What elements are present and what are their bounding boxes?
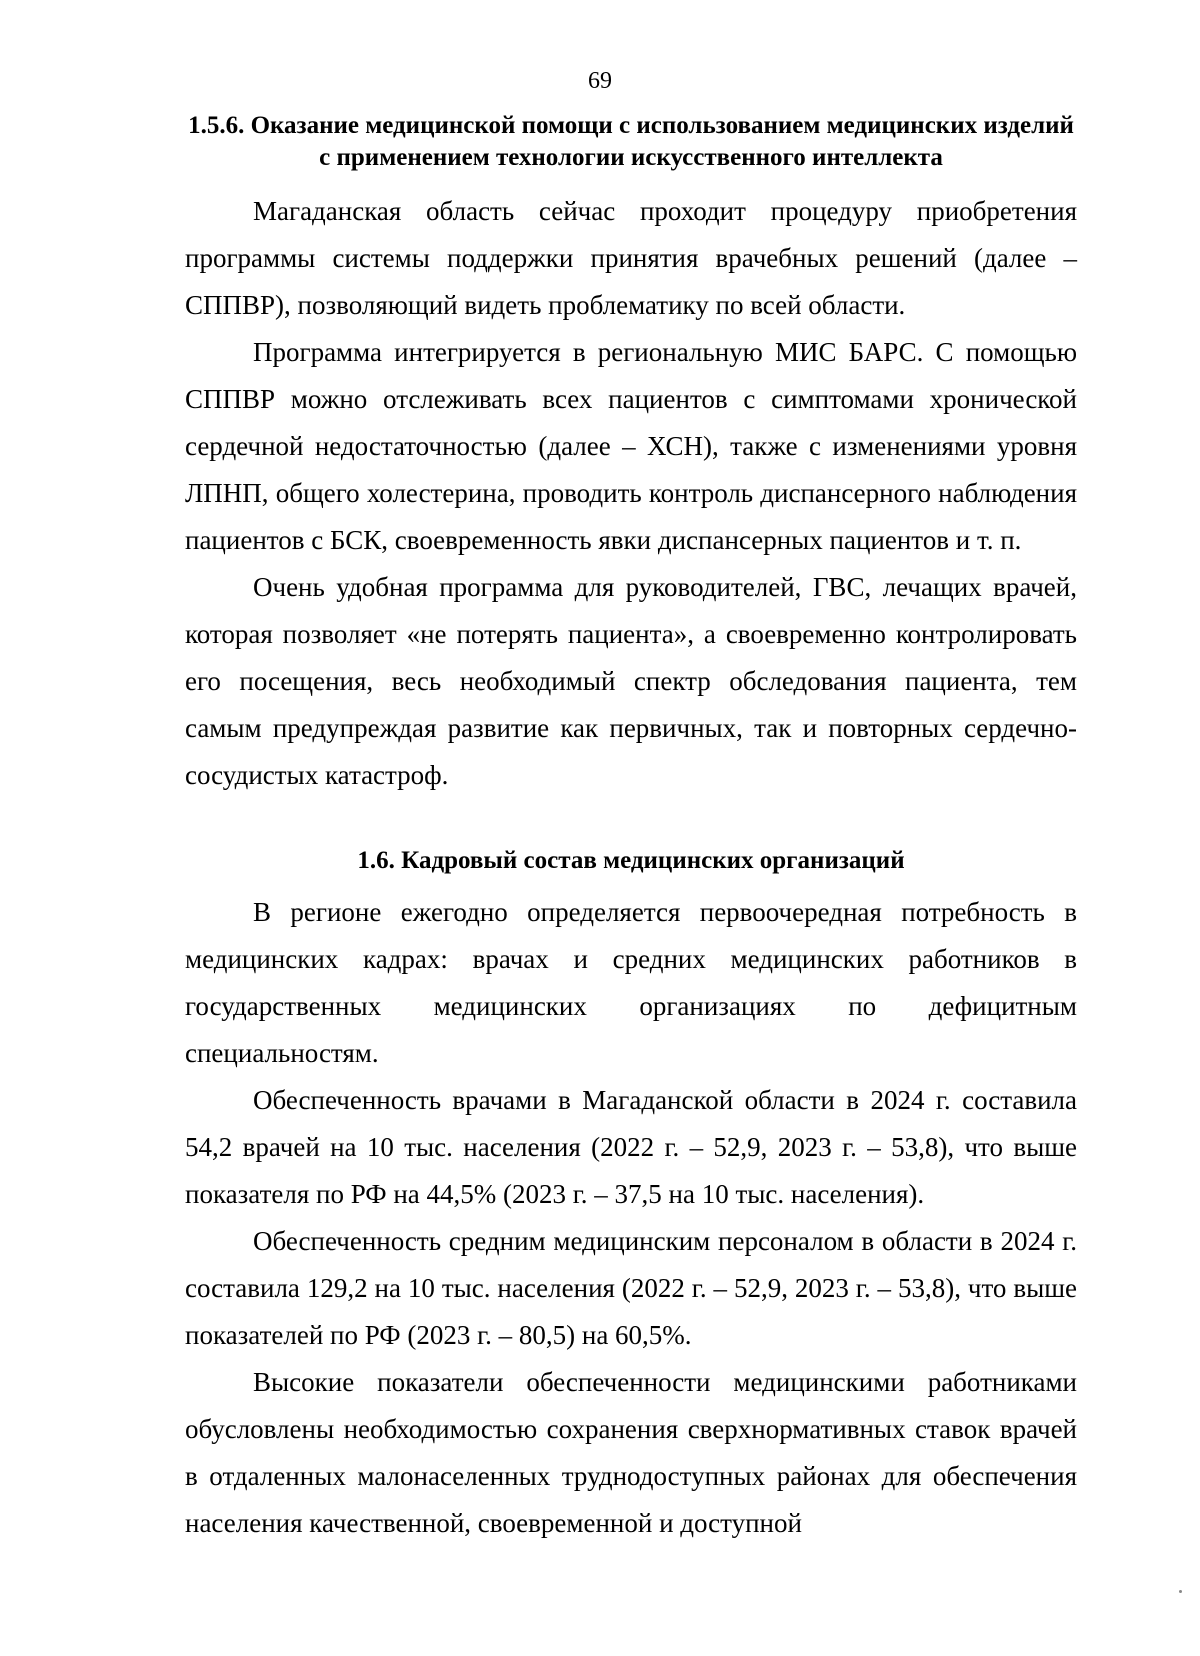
page-content — [185, 110, 1077, 1547]
paragraph: В регионе ежегодно определяется первоочередная потребность в медицинских кадрах: врачах и средних медицинских работников в государственных медицинских организациях по дефицитным специальностям. — [185, 897, 1077, 1068]
section-heading-1-6: 1.6. Кадровый состав медицинских организаций — [357, 847, 905, 874]
paragraph: Магаданская область сейчас проходит процедуру приобретения программы системы поддержки принятия врачебных решений (далее – СППВР), позволяющий видеть проблематику по всей области. — [185, 196, 1077, 320]
paragraph: Обеспеченность врачами в Магаданской области в 2024 г. составила 54,2 врачей на 10 тыс. населения (2022 г. – 52,9, 2023 г. – 53,8), что выше показателя по РФ на 44,5% (2023 г. – 37,5 на 10 тыс. населения). — [185, 1085, 1077, 1209]
section-heading-1-5-6: 1.5.6. Оказание медицинской помощи с использованием медицинских изделий с применением технологии искусственного интеллекта — [188, 112, 1074, 171]
paragraph: Очень удобная программа для руководителей, ГВС, лечащих врачей, которая позволяет «не потерять пациента», а своевременно контролировать его посещения, весь необходимый спектр обследования пациента, тем самым предупреждая развитие как первичных, так и повторных сердечно-сосудистых катастроф. — [185, 572, 1077, 790]
page-number: 69 — [588, 68, 612, 94]
paragraph: Обеспеченность средним медицинским персоналом в области в 2024 г. составила 129,2 на 10 тыс. населения (2022 г. – 52,9, 2023 г. – 53,8), что выше показателей по РФ (2023 г. – 80,5) на 60,5%. — [185, 1226, 1077, 1350]
scan-speck — [1179, 1590, 1182, 1593]
paragraph: Программа интегрируется в региональную МИС БАРС. С помощью СППВР можно отслеживать всех пациентов с симптомами хронической сердечной недостаточностью (далее – ХСН), также с изменениями уровня ЛПНП, общего холестерина, проводить контроль диспансерного наблюдения пациентов с БСК, своевременность явки диспансерных пациентов и т. п. — [185, 337, 1077, 555]
paragraph: Высокие показатели обеспеченности медицинскими работниками обусловлены необходимостью сохранения сверхнормативных ставок врачей в отдаленных малонаселенных труднодоступных районах для обеспечения населения качественной, своевременной и доступной — [185, 1367, 1077, 1538]
